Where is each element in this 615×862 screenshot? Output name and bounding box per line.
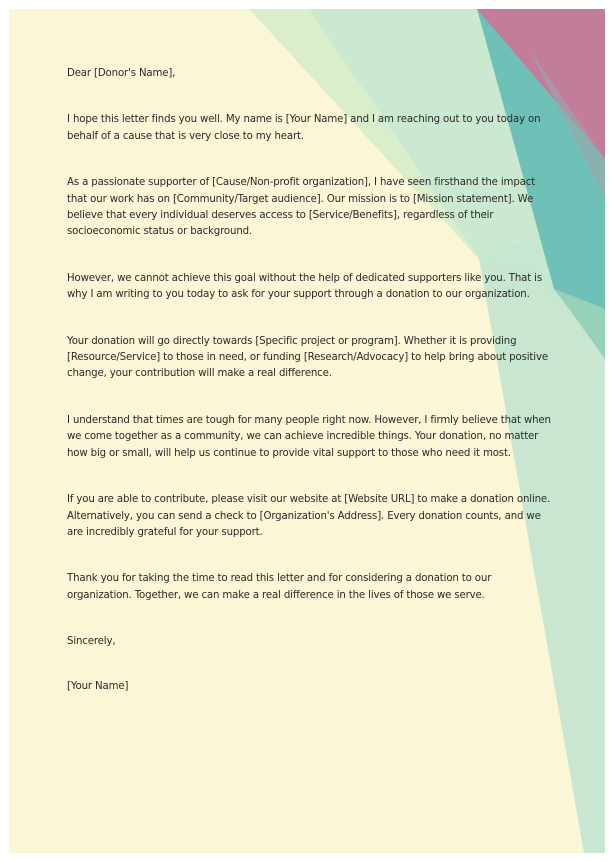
- paragraph-impact: Your donation will go directly towards [Specific project or program]. Whether it is providing [Resource/Service] to those in need, or funding [Research/Advocacy] to help bring about positive change, your contribution will make a real difference.: [67, 335, 548, 380]
- paragraph-community: I understand that times are tough for many people right now. However, I firmly believe that when we come together as a community, we can achieve incredible things. Your donation, no matter how big or small, will help us continue to provide vital support to those who need it most.: [67, 414, 551, 459]
- salutation: Dear [Donor's Name],: [67, 68, 176, 79]
- signature: [Your Name]: [67, 680, 129, 692]
- letter-body: [67, 66, 552, 725]
- paragraph-mission: As a passionate supporter of [Cause/Non-profit organization], I have seen firsthand the impact that our work has on [Community/Target audience]. Our mission is to [Mission statement]. We believe that every individual deserves access to [Service/Benefits], regardless of their socioeconomic status or background.: [67, 177, 536, 238]
- closing: Sincerely,: [67, 636, 116, 648]
- paragraph-thanks: Thank you for taking the time to read this letter and for considering a donation to our organization. Together, we can make a real difference in the lives of those we serve.: [67, 573, 492, 601]
- paragraph-intro: I hope this letter finds you well. My name is [Your Name] and I am reaching out to you today on behalf of a cause that is very close to my heart.: [67, 114, 541, 142]
- letter-page: [9, 9, 605, 853]
- paragraph-request: However, we cannot achieve this goal without the help of dedicated supporters like you. That is why I am writing to you today to ask for your support through a donation to our organization.: [67, 272, 542, 301]
- paragraph-how-to-give: If you are able to contribute, please visit our website at [Website URL] to make a donation online. Alternatively, you can send a check to [Organization's Address]. Every donation counts, and we are incredibly grateful for your support.: [67, 494, 551, 538]
